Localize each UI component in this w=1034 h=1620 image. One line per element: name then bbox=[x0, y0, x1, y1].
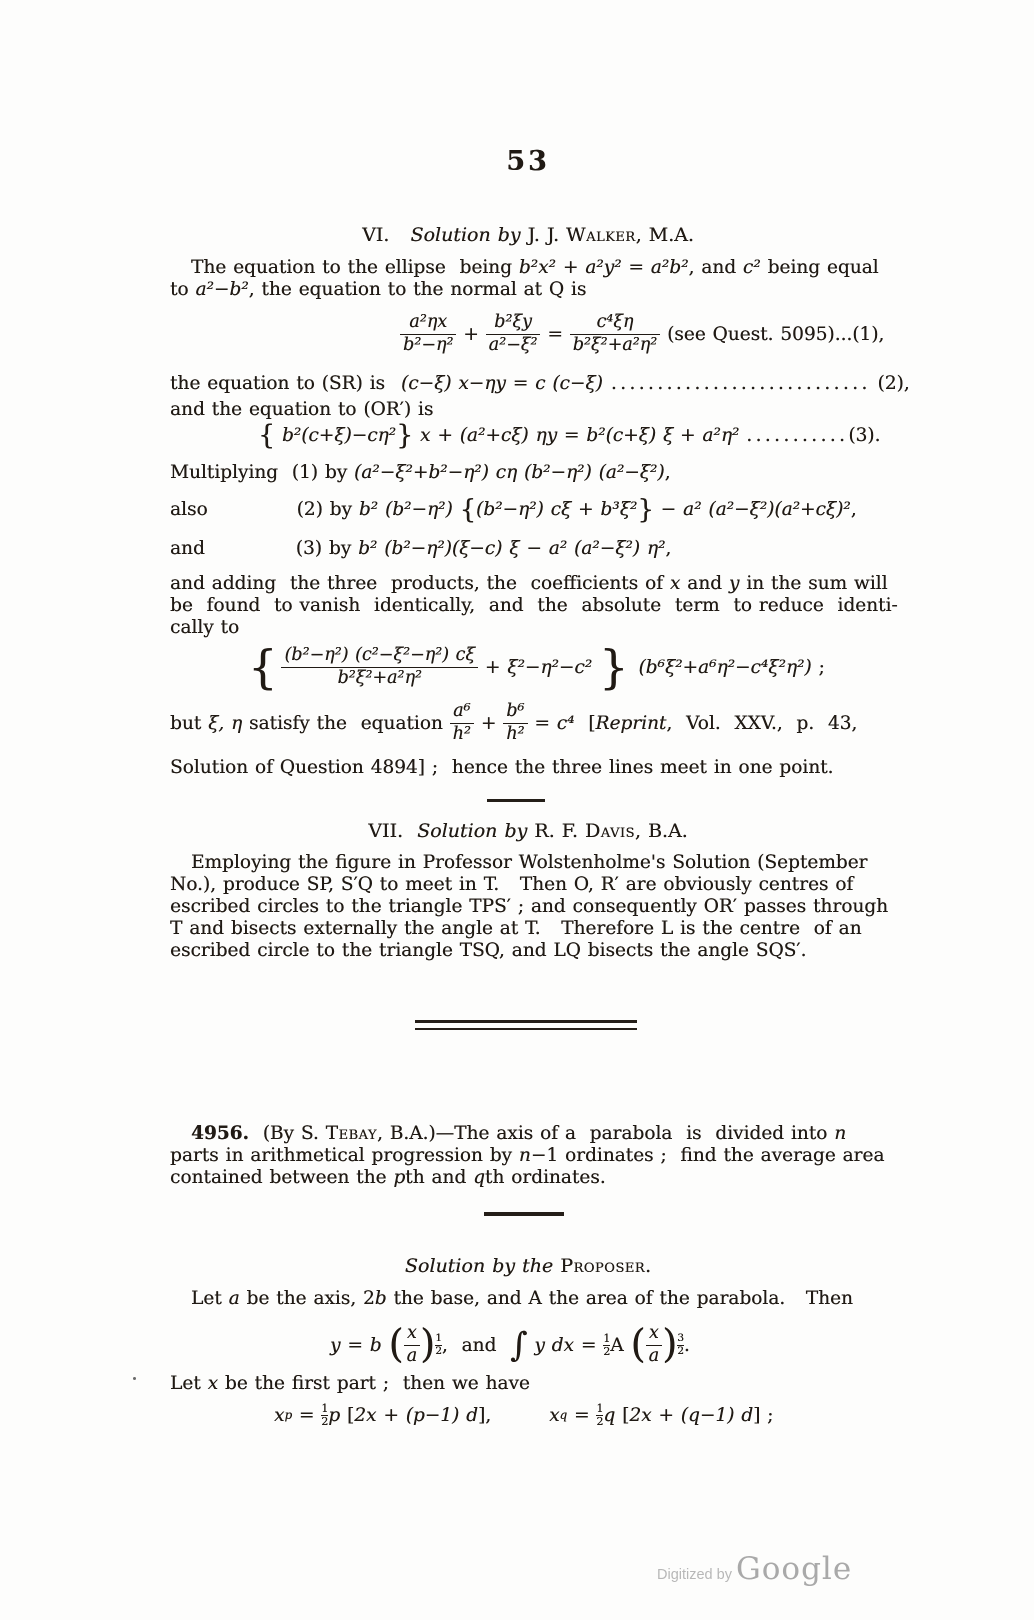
multiplying-line-2: also (2) by b² (b²−η²) {(b²−η²) cξ + b³ξ²} − a² (a²−ξ²)(a²+cξ)², bbox=[170, 495, 857, 525]
paragraph-line: T and bisects externally the angle at T. Therefore L is the centre of an bbox=[170, 918, 862, 939]
ink-speck bbox=[133, 1377, 136, 1380]
multiplying-line-1: Multiplying (1) by (a²−ξ²+b²−η²) cη (b²−η²) (a²−ξ²), bbox=[170, 462, 671, 483]
paragraph-line: Let a be the axis, 2b the base, and A the area of the parabola. Then bbox=[191, 1288, 853, 1309]
paragraph-line: Let x be the first part ; then we have bbox=[170, 1373, 530, 1394]
section-vii-heading: VII. Solution by R. F. Davis, B.A. bbox=[368, 820, 688, 842]
question-4956-line: contained between the pth and qth ordinates. bbox=[170, 1167, 606, 1188]
paragraph-line: to a²−b², the equation to the normal at Q is bbox=[170, 279, 587, 300]
parabola-equation: y = b ( $\frac{x}{a}$ ) 1 2 , and ∫ y dx = $\frac{1}{2}$ A ( $\frac{x}{a}$ ) 3 2 . bbox=[330, 1322, 690, 1367]
paragraph-line: Solution of Question 4894] ; hence the three lines meet in one point. bbox=[170, 757, 834, 778]
section-vi-heading: VI. Solution by J. J. Walker, M.A. bbox=[362, 224, 694, 246]
paragraph-line: The equation to the ellipse being b²x² + a²y² = a²b², and c² being equal bbox=[191, 257, 879, 278]
paragraph-line: No.), produce SP, S′Q to meet in T. Then O, R′ are obviously centres of bbox=[170, 874, 854, 895]
paragraph-line: escribed circle to the triangle TSQ, and LQ bisects the angle SQS′. bbox=[170, 940, 807, 961]
google-logo: Google bbox=[735, 1551, 853, 1587]
multiplying-line-3: and (3) by b² (b²−η²)(ξ−c) ξ − a² (a²−ξ²) η², bbox=[170, 538, 672, 559]
paragraph-line: and adding the three products, the coefficients of x and y in the sum will bbox=[170, 573, 888, 594]
question-4956-line: parts in arithmetical progression by n−1 ordinates ; find the average area bbox=[170, 1145, 885, 1166]
double-rule-top bbox=[415, 1020, 637, 1023]
paragraph-line: Employing the figure in Professor Wolstenholme's Solution (September bbox=[191, 852, 868, 873]
absolute-term-equation: { $\frac{\text{(b²−η²) (c²−ξ²−η²) cξ}}{\text{b²ξ²+a²η²}}$ + ξ²−η²−c² } (b⁶ξ²+a⁶η²−c⁴ξ²η²) ; bbox=[248, 640, 825, 694]
double-rule-bottom bbox=[415, 1028, 637, 1030]
paragraph-line: cally to bbox=[170, 617, 240, 638]
separator-rule-bold bbox=[484, 1212, 564, 1216]
separator-rule bbox=[487, 799, 545, 802]
paragraph-line: escribed circles to the triangle TPS′ ; and consequently OR′ passes through bbox=[170, 896, 889, 917]
watermark bbox=[657, 1551, 852, 1587]
proposer-heading: Solution by the Proposer. bbox=[404, 1255, 652, 1277]
equation-3: { b²(c+ξ)−cη²} x + (a²+cξ) ηy = b²(c+ξ) ξ + a²η² ...........(3). bbox=[258, 420, 881, 451]
question-4956-line: 4956. (By S. Tebay, B.A.)—The axis of a parabola is divided into n bbox=[191, 1123, 847, 1144]
watermark-prefix: Digitized by bbox=[657, 1567, 736, 1583]
equation-1: $\frac{\text{a²ηx}}{\text{b²−η²}}$ + $\frac{\text{b²ξy}}{\text{a²−ξ²}}$ = $\frac{\text{c⁴ξη}}{\text{b²ξ²+a²η²}}$ (see Quest. 5095)...(1), bbox=[400, 306, 900, 362]
paragraph-line: and the equation to (OR′) is bbox=[170, 399, 434, 420]
xp-xq-equation: x p = $\frac{1}{2}$ p [ 2x + (p−1) d ], x q = $\frac{1}{2}$ q [ 2x + (q−1) d ] ; bbox=[274, 1401, 774, 1428]
paragraph-line: be found to vanish identically, and the absolute term to reduce identi- bbox=[170, 595, 898, 616]
equation-2-line: the equation to (SR) is (c−ξ) x−ηy = c (c−ξ) ............................ (2), bbox=[170, 373, 910, 394]
but-xi-eta-line: but ξ, η satisfy the equation $\frac{\text{a⁶}}{\text{h²}}$ + $\frac{\text{b⁶}}{\text{h²}}$ = c⁴ [ Reprint , Vol. XXV., p. 43, bbox=[170, 700, 858, 744]
page-number: 53 bbox=[506, 146, 550, 177]
